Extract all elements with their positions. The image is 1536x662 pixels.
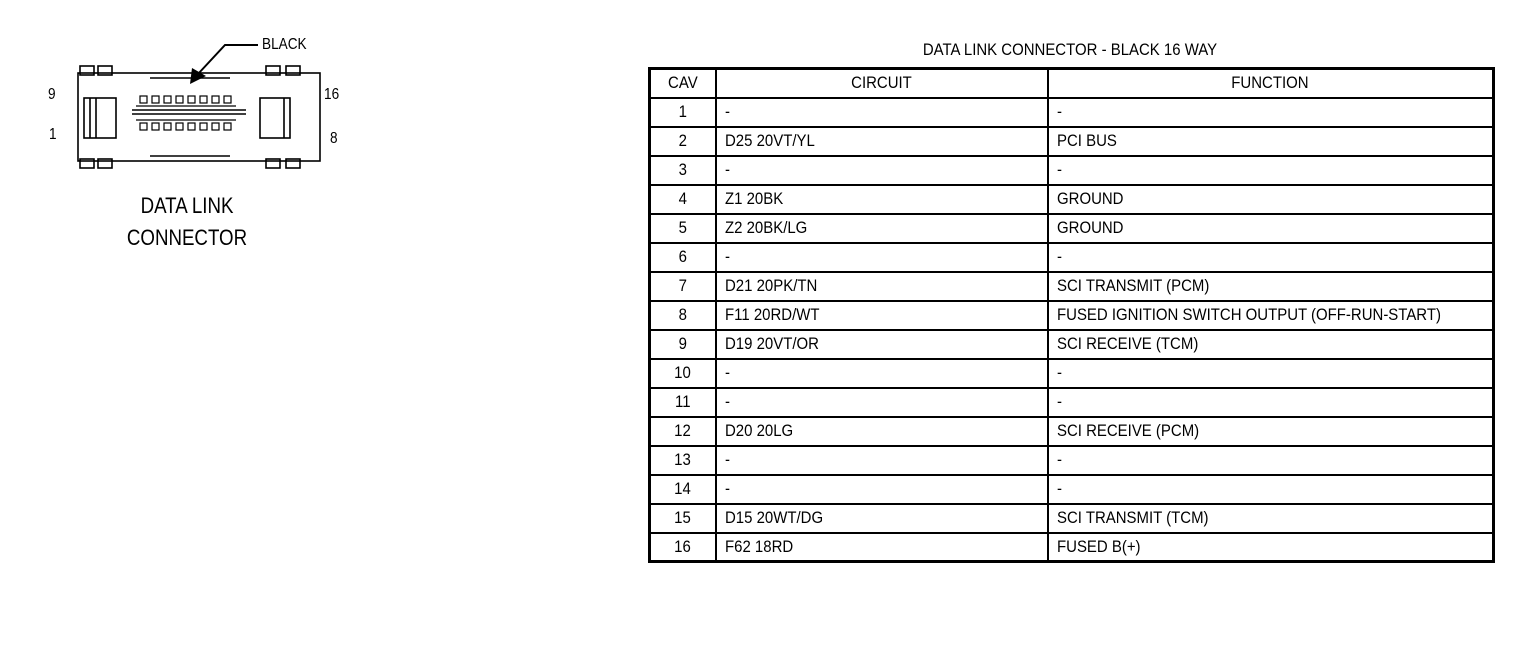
table-row xyxy=(650,388,1494,417)
circuit-cell: D15 20WT/DG xyxy=(716,504,1048,533)
cav-cell: 14 xyxy=(650,475,716,504)
pin-label-top-left: 9 xyxy=(48,86,56,103)
table-row xyxy=(650,504,1494,533)
cav-cell: 5 xyxy=(650,214,716,243)
connector-caption xyxy=(115,190,260,254)
connector-color-label: BLACK xyxy=(262,36,307,53)
pin-label-bottom-right: 8 xyxy=(330,130,338,147)
pin-row-bottom xyxy=(136,120,236,130)
table-row xyxy=(650,98,1494,127)
circuit-cell: D25 20VT/YL xyxy=(716,127,1048,156)
cav-cell: 8 xyxy=(650,301,716,330)
header-function: FUNCTION xyxy=(1048,69,1494,98)
circuit-cell: - xyxy=(716,98,1048,127)
caption-line-1: DATA LINK xyxy=(140,193,234,218)
function-cell: - xyxy=(1048,446,1494,475)
cav-cell: 10 xyxy=(650,359,716,388)
function-cell: FUSED IGNITION SWITCH OUTPUT (OFF-RUN-START) xyxy=(1048,301,1494,330)
circuit-cell: - xyxy=(716,156,1048,185)
function-cell: PCI BUS xyxy=(1048,127,1494,156)
circuit-cell: D19 20VT/OR xyxy=(716,330,1048,359)
table-row xyxy=(650,272,1494,301)
cav-cell: 2 xyxy=(650,127,716,156)
circuit-cell: D21 20PK/TN xyxy=(716,272,1048,301)
connector-figure xyxy=(40,30,360,270)
cav-cell: 7 xyxy=(650,272,716,301)
function-cell: SCI RECEIVE (PCM) xyxy=(1048,417,1494,446)
connector-latch-left xyxy=(84,98,116,138)
caption-line-2: CONNECTOR xyxy=(126,225,248,250)
function-cell: SCI TRANSMIT (TCM) xyxy=(1048,504,1494,533)
function-cell: - xyxy=(1048,243,1494,272)
circuit-cell: - xyxy=(716,243,1048,272)
circuit-cell: - xyxy=(716,388,1048,417)
circuit-cell: - xyxy=(716,446,1048,475)
cav-cell: 1 xyxy=(650,98,716,127)
table-title: DATA LINK CONNECTOR - BLACK 16 WAY xyxy=(922,40,1218,59)
function-cell: - xyxy=(1048,388,1494,417)
table-row xyxy=(650,533,1494,562)
table-row xyxy=(650,214,1494,243)
cav-cell: 16 xyxy=(650,533,716,562)
table-row xyxy=(650,127,1494,156)
function-cell: FUSED B(+) xyxy=(1048,533,1494,562)
circuit-cell: F62 18RD xyxy=(716,533,1048,562)
function-cell: - xyxy=(1048,359,1494,388)
cav-cell: 9 xyxy=(650,330,716,359)
connector-drawing xyxy=(40,30,360,180)
function-cell: - xyxy=(1048,156,1494,185)
function-cell: SCI RECEIVE (TCM) xyxy=(1048,330,1494,359)
cav-cell: 12 xyxy=(650,417,716,446)
header-cav: CAV xyxy=(650,69,716,98)
table-row xyxy=(650,330,1494,359)
table-row xyxy=(650,185,1494,214)
table-row xyxy=(650,359,1494,388)
circuit-cell: Z1 20BK xyxy=(716,185,1048,214)
connector-latch-right xyxy=(260,98,290,138)
cav-cell: 3 xyxy=(650,156,716,185)
table-header-row xyxy=(650,69,1494,98)
circuit-cell: - xyxy=(716,359,1048,388)
function-cell: SCI TRANSMIT (PCM) xyxy=(1048,272,1494,301)
function-cell: GROUND xyxy=(1048,185,1494,214)
table-row xyxy=(650,446,1494,475)
cav-cell: 13 xyxy=(650,446,716,475)
pin-label-top-right: 16 xyxy=(324,86,340,103)
table-row xyxy=(650,243,1494,272)
cav-cell: 4 xyxy=(650,185,716,214)
circuit-cell: D20 20LG xyxy=(716,417,1048,446)
circuit-cell: - xyxy=(716,475,1048,504)
function-cell: GROUND xyxy=(1048,214,1494,243)
pinout-table xyxy=(648,67,1495,563)
cav-cell: 15 xyxy=(650,504,716,533)
circuit-cell: Z2 20BK/LG xyxy=(716,214,1048,243)
table-row xyxy=(650,417,1494,446)
pin-label-bottom-left: 1 xyxy=(49,126,57,143)
table-row xyxy=(650,301,1494,330)
circuit-cell: F11 20RD/WT xyxy=(716,301,1048,330)
pin-row-top xyxy=(136,96,236,106)
cav-cell: 11 xyxy=(650,388,716,417)
table-row xyxy=(650,475,1494,504)
cav-cell: 6 xyxy=(650,243,716,272)
header-circuit: CIRCUIT xyxy=(716,69,1048,98)
function-cell: - xyxy=(1048,475,1494,504)
table-row xyxy=(650,156,1494,185)
function-cell: - xyxy=(1048,98,1494,127)
